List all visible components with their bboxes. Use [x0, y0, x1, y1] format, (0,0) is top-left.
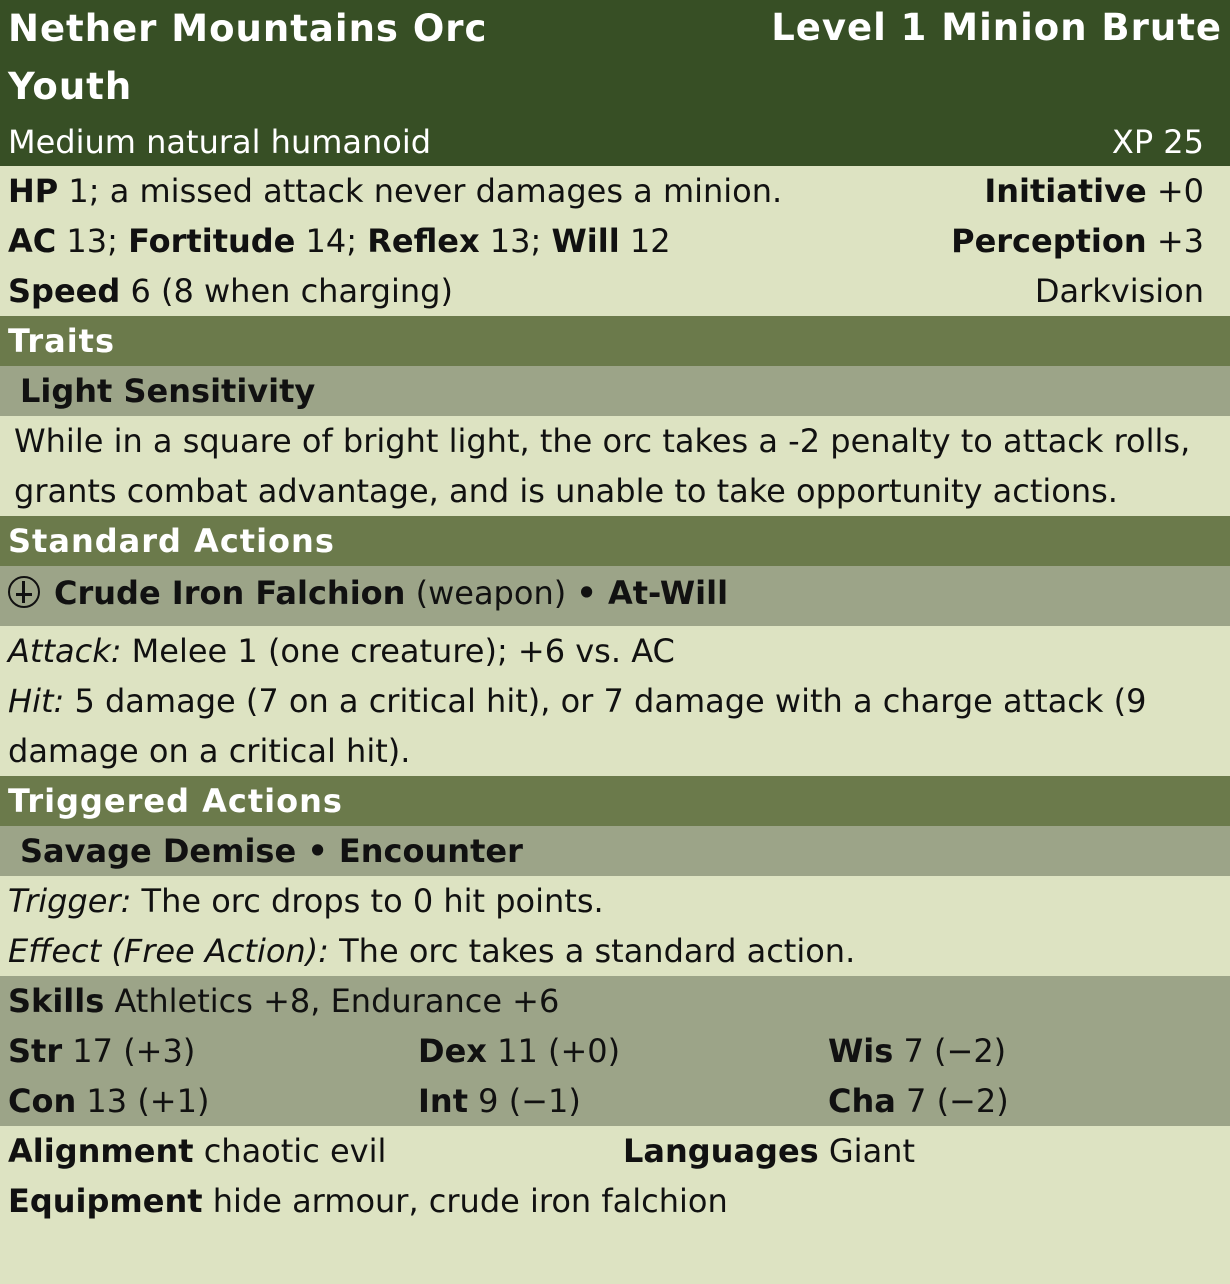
alignment-label: Alignment	[8, 1132, 194, 1170]
reflex-label: Reflex	[367, 222, 480, 260]
ability-scores-row-1	[0, 1026, 1230, 1076]
speed-label: Speed	[8, 272, 121, 310]
skills-line	[0, 976, 1230, 1026]
defenses-line	[0, 216, 1230, 266]
traits-heading: Traits	[0, 316, 1230, 366]
fortitude-value: 14;	[295, 222, 368, 260]
power-name: Crude Iron Falchion	[54, 574, 406, 612]
alignment-languages-line	[0, 1126, 1230, 1176]
ability-block	[0, 976, 1230, 1126]
str-label: Str	[8, 1032, 63, 1070]
int-label: Int	[418, 1082, 468, 1120]
ability-scores-row-2	[0, 1076, 1230, 1126]
melee-basic-attack-icon	[8, 576, 40, 608]
wis-value: 7 (−2)	[893, 1032, 1007, 1070]
defense-block	[0, 166, 1230, 316]
trigger-text: The orc drops to 0 hit points.	[131, 882, 604, 920]
int-value: 9 (−1)	[467, 1082, 581, 1120]
trait-text: While in a square of bright light, the orc takes a -2 penalty to attack rolls, grants combat advantage, and is unable to take opportunity actions.	[0, 416, 1230, 516]
equipment-label: Equipment	[8, 1182, 203, 1220]
dex-value: 11 (+0)	[486, 1032, 621, 1070]
hp-text: 1; a missed attack never damages a minion.	[58, 172, 783, 210]
hit-label: Hit:	[8, 682, 65, 720]
footer-block	[0, 1126, 1230, 1226]
monster-name: Nether Mountains Orc Youth	[8, 7, 488, 108]
effect-text: The orc takes a standard action.	[328, 932, 856, 970]
attack-label: Attack:	[8, 632, 122, 670]
con-value: 13 (+1)	[76, 1082, 210, 1120]
senses: Darkvision	[1034, 272, 1204, 310]
hp-line	[0, 166, 1230, 216]
stat-block-header	[0, 0, 1230, 166]
trigger-label: Trigger:	[8, 882, 132, 920]
effect-label: Effect (Free Action):	[8, 932, 329, 970]
initiative-label: Initiative	[984, 172, 1147, 210]
triggered-actions-heading: Triggered Actions	[0, 776, 1230, 826]
cha-label: Cha	[828, 1082, 896, 1120]
skills-label: Skills	[8, 982, 105, 1020]
skills-text: Athletics +8, Endurance +6	[104, 982, 560, 1020]
languages-label: Languages	[623, 1132, 819, 1170]
trait-name: Light Sensitivity	[0, 366, 1230, 416]
power-keywords: (weapon)	[405, 574, 577, 612]
wis-label: Wis	[828, 1032, 894, 1070]
ac-label: AC	[8, 222, 57, 260]
reflex-value: 13;	[479, 222, 552, 260]
hp-label: HP	[8, 172, 59, 210]
cha-value: 7 (−2)	[895, 1082, 1009, 1120]
ac-value: 13;	[56, 222, 129, 260]
equipment-line	[0, 1176, 1230, 1226]
speed-value: 6 (8 when charging)	[120, 272, 453, 310]
hit-text: 5 damage (7 on a critical hit), or 7 damage with a charge attack (9 damage on a critical hit).	[8, 682, 1147, 770]
con-label: Con	[8, 1082, 77, 1120]
languages-value: Giant	[818, 1132, 915, 1170]
monster-level: Level 1 Minion Brute	[771, 6, 1222, 49]
will-value: 12	[619, 222, 671, 260]
power-usage: • At-Will	[576, 574, 729, 612]
fortitude-label: Fortitude	[128, 222, 296, 260]
will-label: Will	[551, 222, 620, 260]
alignment-value: chaotic evil	[193, 1132, 387, 1170]
standard-actions-heading: Standard Actions	[0, 516, 1230, 566]
monster-type: Medium natural humanoid	[8, 123, 432, 161]
power-header	[0, 566, 1230, 626]
triggered-power-name: Savage Demise • Encounter	[0, 826, 1230, 876]
str-value: 17 (+3)	[62, 1032, 196, 1070]
perception-label: Perception	[951, 222, 1147, 260]
attack-text: Melee 1 (one creature); +6 vs. AC	[121, 632, 675, 670]
triggered-power-details	[0, 876, 1230, 976]
perception-value: +3	[1146, 222, 1204, 260]
power-details	[0, 626, 1230, 776]
equipment-value: hide armour, crude iron falchion	[202, 1182, 728, 1220]
speed-line	[0, 266, 1230, 316]
initiative-value: +0	[1146, 172, 1204, 210]
monster-xp: XP 25	[1111, 123, 1204, 161]
dex-label: Dex	[418, 1032, 487, 1070]
